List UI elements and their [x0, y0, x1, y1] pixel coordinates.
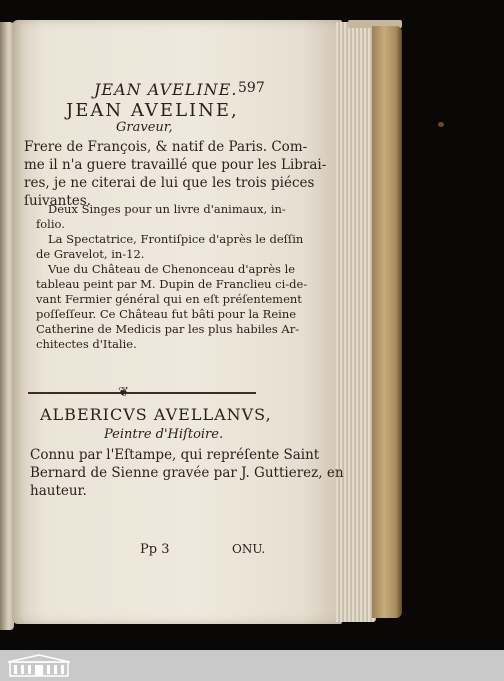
body-line: hauteur. [30, 483, 87, 499]
work-line: vant Fermier général qui en eſt préſentement [36, 292, 302, 306]
body-line: Connu par l'Eſtampe, qui repréſente Saint [30, 447, 320, 463]
viewer-footer-bar [0, 650, 504, 681]
page-edges [336, 22, 376, 622]
work-line: Catherine de Medicis par les plus habiles Ar- [36, 322, 300, 336]
work-line: tableau peint par M. Dupin de Franclieu ci-de- [36, 277, 308, 291]
entry-role-avellanus: Peintre d'Hiſtoire. [104, 427, 224, 442]
work-line: Deux Singes pour un livre d'animaux, in- [48, 202, 286, 216]
running-head: JEAN AVELINE. [94, 80, 238, 99]
catchword: ONU. [232, 542, 266, 556]
work-line: Vue du Château de Chenonceau d'après le [48, 262, 296, 276]
work-line: de Gravelot, in-12. [36, 247, 145, 261]
page-number: 597 [238, 80, 265, 96]
body-line: Frere de François, & natif de Paris. Com- [24, 139, 308, 155]
entry-title-aveline: JEAN AVELINE, [66, 100, 239, 121]
work-line: poſſeſſeur. Ce Château fut bâti pour la Reine [36, 307, 297, 321]
book-cover [372, 26, 402, 618]
entry-title-avellanus: ALBERICVS AVELLANVS, [40, 405, 272, 424]
printer-signature: Pp 3 [140, 542, 170, 557]
body-line: ſuivantes. [24, 193, 92, 209]
work-line: folio. [36, 217, 65, 231]
body-line: res, je ne citerai de lui que les trois piéces [24, 175, 315, 191]
work-line: La Spectatrice, Frontiſpice d'après le deſſin [48, 232, 304, 246]
entry-role-aveline: Graveur, [116, 120, 173, 135]
divider-ornament: ❦ [118, 385, 129, 400]
work-line: chitectes d'Italie. [36, 337, 137, 351]
library-building-logo-icon [6, 653, 72, 678]
body-line: Bernard de Sienne gravée par J. Guttierez, en [30, 465, 344, 481]
body-line: me il n'a guere travaillé que pour les Librai- [24, 157, 327, 173]
section-divider [28, 392, 256, 394]
cover-spot [438, 122, 444, 127]
